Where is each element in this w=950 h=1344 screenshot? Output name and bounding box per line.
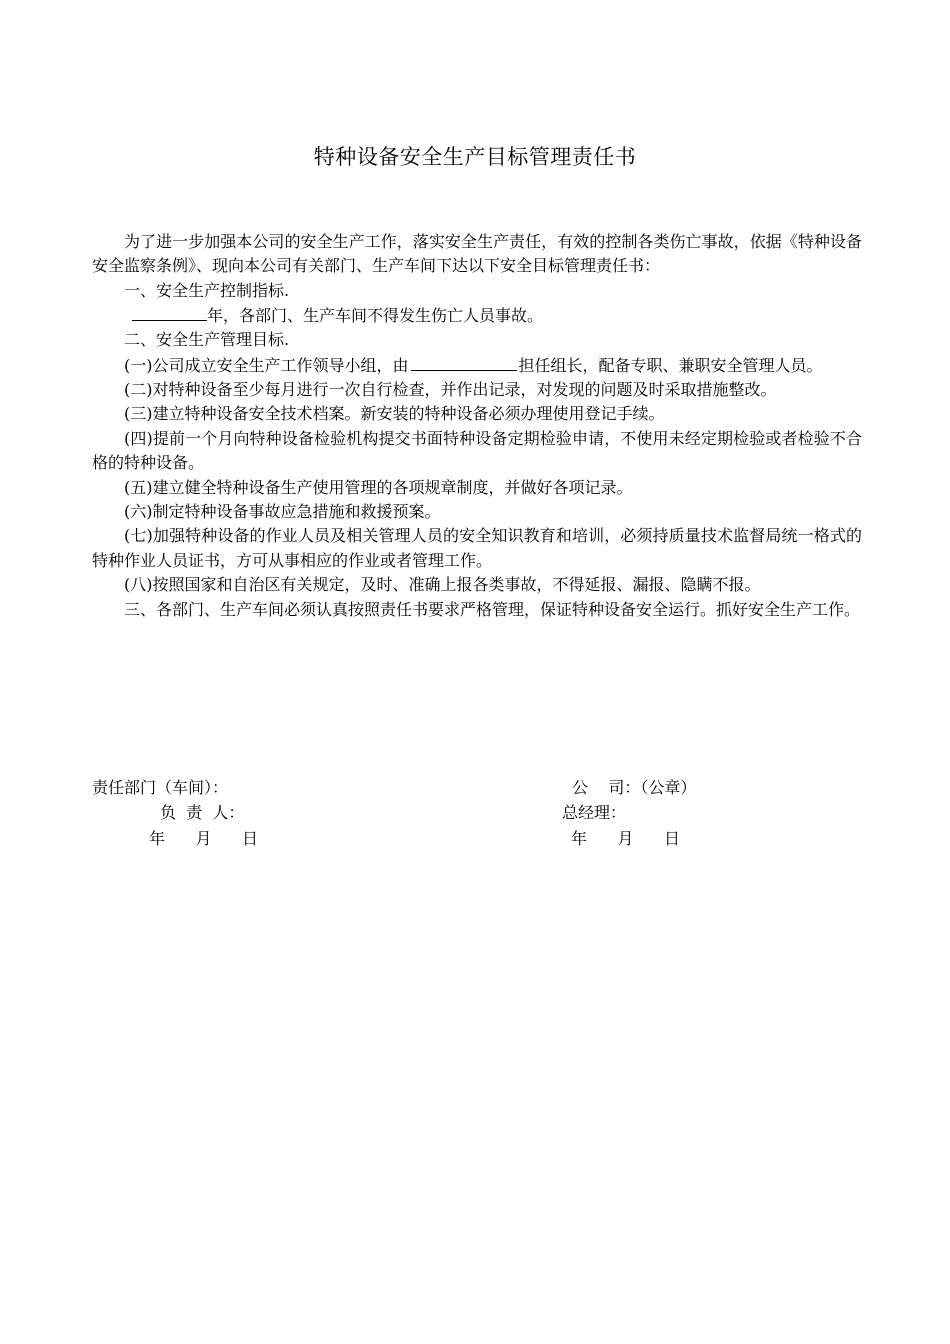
section-2-item-2: (二)对特种设备至少每月进行一次自行检查，并作出记录，对发现的问题及时采取措施整改。	[124, 380, 777, 400]
intro-paragraph: 为了进一步加强本公司的安全生产工作，落实安全生产责任，有效的控制各类伤亡事故，依据《特种设备安全监察条例》、现向本公司有关部门、生产车间下达以下安全目标管理责任书：	[92, 232, 862, 276]
section-3-paragraph: 三、各部门、生产车间必须认真按照责任书要求严格管理，保证特种设备安全运行。抓好安全生产工作。	[124, 599, 861, 619]
general-manager-label: 总经理：	[562, 803, 627, 822]
year-blank	[132, 303, 207, 321]
section-2-item-6: (六)制定特种设备事故应急措施和救援预案。	[124, 502, 441, 522]
section-2-item-8: (八)按照国家和自治区有关规定，及时、准确上报各类事故，不得延报、漏报、隐瞒不报。	[124, 575, 761, 595]
item-1-prefix: (一)公司成立安全生产工作领导小组，由	[124, 355, 409, 375]
section-1-heading: 一、安全生产控制指标.	[124, 280, 290, 300]
section-1-target-line	[92, 303, 862, 328]
right-date-label: 年 月 日	[571, 829, 681, 848]
document-body	[92, 230, 862, 622]
responsible-person-label: 负 责 人：	[160, 803, 245, 822]
section-2-heading: 二、安全生产管理目标.	[124, 330, 290, 350]
item-1-suffix: 担任组长，配备专职、兼职安全管理人员。	[518, 355, 823, 375]
document-title: 特种设备安全生产目标管理责任书	[313, 145, 637, 169]
section-2-item-1	[92, 353, 862, 378]
responsible-dept-label: 责任部门（车间）：	[92, 778, 229, 797]
section-2-item-4: (四)提前一个月向特种设备检验机构提交书面特种设备定期检验申请，不使用未经定期检验或者检验不合格的特种设备。	[92, 428, 862, 473]
section-2-item-3: (三)建立特种设备安全技术档案。新安装的特种设备必须办理使用登记手续。	[124, 404, 665, 424]
section-1-target-text: 年，各部门、生产车间不得发生伤亡人员事故。	[207, 306, 544, 326]
leader-name-blank	[411, 353, 517, 371]
left-date-label: 年 月 日	[149, 829, 259, 848]
section-2-item-7: (七)加强特种设备的作业人员及相关管理人员的安全知识教育和培训，必须持质量技术监督局统一格式的特种作业人员证书，方可从事相应的作业或者管理工作。	[92, 526, 862, 570]
company-seal-label: 公 司：（公章）	[572, 778, 697, 797]
section-2-item-5: (五)建立健全特种设备生产使用管理的各项规章制度，并做好各项记录。	[124, 477, 633, 497]
